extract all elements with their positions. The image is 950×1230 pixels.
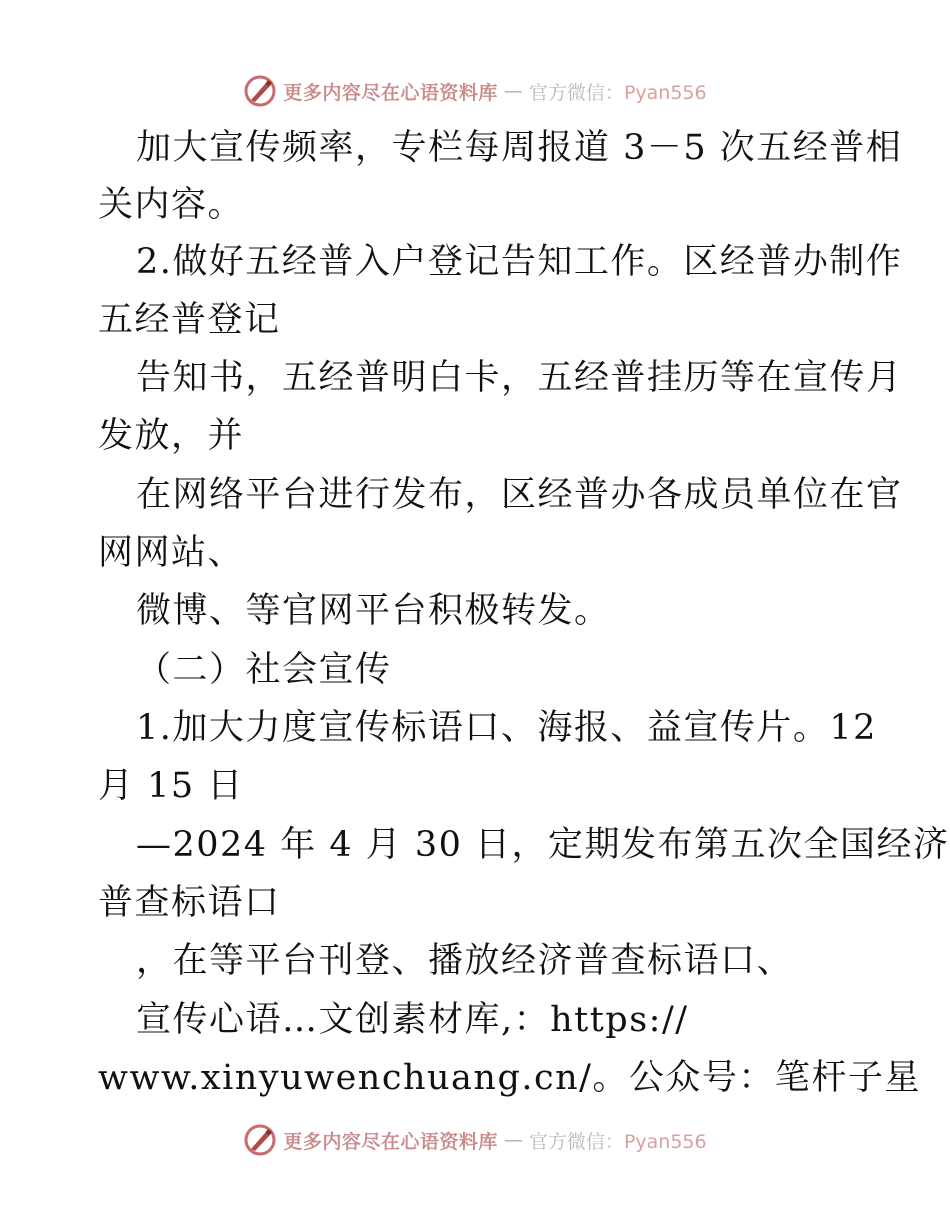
header-banner-text: 更多内容尽在心语资料库 <box>283 81 498 104</box>
paragraph-line: 在网络平台进行发布，区经普办各成员单位在官 <box>136 475 903 515</box>
paragraph-line: 网网站、 <box>98 533 245 573</box>
paragraph-line: ，在等平台刊登、播放经济普查标语口、 <box>136 941 794 981</box>
footer-watermark-banner <box>0 1120 950 1160</box>
pen-logo-icon <box>243 1123 277 1157</box>
header-watermark-banner <box>0 71 950 111</box>
pen-logo-icon <box>243 74 277 108</box>
footer-wechat-label: 官方微信： <box>528 1130 624 1153</box>
footer-banner-separator: — <box>503 1129 523 1151</box>
paragraph-line: 2.做好五经普入户登记告知工作。区经普办制作 <box>136 242 903 282</box>
paragraph-line: 五经普登记 <box>98 300 281 340</box>
paragraph-line: 关内容。 <box>98 185 245 225</box>
paragraph-line: 宣传心语…文创素材库,：https:// <box>136 1000 689 1040</box>
paragraph-line: 发放，并 <box>98 416 245 456</box>
paragraph-line: 普查标语口 <box>98 883 281 923</box>
header-banner-separator: — <box>503 80 523 102</box>
header-wechat-id: Pyan556 <box>623 81 707 104</box>
paragraph-line: 加大宣传频率，专栏每周报道 3－5 次五经普相 <box>136 128 903 168</box>
paragraph-line: 月 15 日 <box>98 766 244 806</box>
section-heading: （二）社会宣传 <box>136 650 392 690</box>
paragraph-line: —2024 年 4 月 30 日，定期发布第五次全国经济 <box>136 825 950 865</box>
footer-banner-text: 更多内容尽在心语资料库 <box>283 1130 498 1153</box>
paragraph-line: www.xinyuwenchuang.cn/。公众号：笔杆子星 <box>98 1058 921 1098</box>
header-banner-wechat <box>529 78 707 105</box>
footer-banner-wechat <box>529 1127 707 1154</box>
footer-wechat-id: Pyan556 <box>623 1130 707 1153</box>
paragraph-line: 微博、等官网平台积极转发。 <box>136 591 611 631</box>
paragraph-line: 告知书，五经普明白卡，五经普挂历等在宣传月 <box>136 358 903 398</box>
header-wechat-label: 官方微信： <box>528 81 624 104</box>
paragraph-line: 1.加大力度宣传标语口、海报、益宣传片。12 <box>136 708 877 748</box>
